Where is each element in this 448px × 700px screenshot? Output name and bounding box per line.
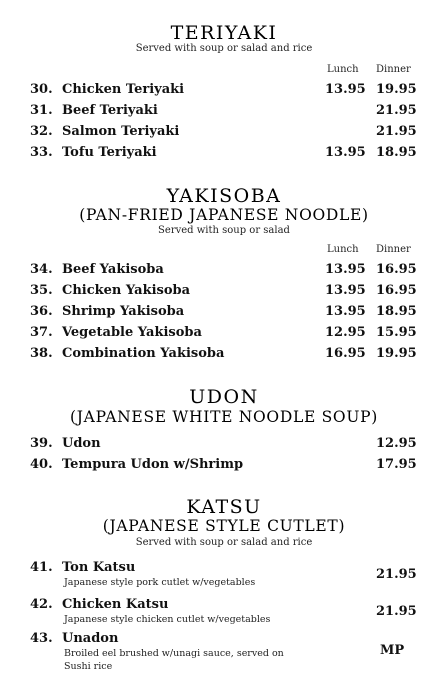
item-number: 41. xyxy=(30,560,53,575)
item-name: Tofu Teriyaki xyxy=(62,145,157,160)
item-lunch-price: 13.95 xyxy=(325,262,366,277)
item-name: Salmon Teriyaki xyxy=(62,124,180,139)
katsu-subtitle: (JAPANESE STYLE CUTLET) xyxy=(102,517,346,535)
item-lunch-price: 12.95 xyxy=(325,325,366,340)
menu-item-40 xyxy=(0,457,448,477)
item-dinner-price: 19.95 xyxy=(376,82,417,97)
item-number: 35. xyxy=(30,283,53,298)
item-number: 42. xyxy=(30,597,53,612)
item-price: 17.95 xyxy=(376,457,417,472)
menu-item-33 xyxy=(0,145,448,165)
item-price: 21.95 xyxy=(376,604,417,619)
item-lunch-price: 13.95 xyxy=(325,145,366,160)
item-number: 32. xyxy=(30,124,53,139)
item-dinner-price: 15.95 xyxy=(376,325,417,340)
item-description: Japanese style pork cutlet w/vegetables xyxy=(64,577,256,588)
item-price: 12.95 xyxy=(376,436,417,451)
teriyaki-note: Served with soup or salad and rice xyxy=(135,43,313,54)
item-lunch-price: 13.95 xyxy=(325,82,366,97)
item-number: 36. xyxy=(30,304,53,319)
item-number: 39. xyxy=(30,436,53,451)
item-lunch-price: 13.95 xyxy=(325,283,366,298)
item-name: Chicken Katsu xyxy=(62,597,169,612)
menu-item-34 xyxy=(0,262,448,282)
menu-item-39 xyxy=(0,436,448,456)
item-lunch-price: 13.95 xyxy=(325,304,366,319)
item-number: 40. xyxy=(30,457,53,472)
menu-item-31 xyxy=(0,103,448,123)
item-name: Shrimp Yakisoba xyxy=(62,304,185,319)
udon-title: UDON xyxy=(189,386,259,408)
item-number: 30. xyxy=(30,82,53,97)
teriyaki-dinner-header: Dinner xyxy=(376,64,411,75)
item-name: Beef Teriyaki xyxy=(62,103,158,118)
item-dinner-price: 16.95 xyxy=(376,283,417,298)
menu-item-32 xyxy=(0,124,448,144)
item-number: 34. xyxy=(30,262,53,277)
item-name: Beef Yakisoba xyxy=(62,262,164,277)
menu-item-36 xyxy=(0,304,448,324)
menu-item-38 xyxy=(0,346,448,366)
item-dinner-price: 18.95 xyxy=(376,145,417,160)
item-description-continued: Sushi rice xyxy=(64,661,113,672)
item-name: Udon xyxy=(62,436,101,451)
item-description: Broiled eel brushed w/unagi sauce, served on xyxy=(64,648,284,659)
item-description: Japanese style chicken cutlet w/vegetables xyxy=(64,614,271,625)
item-dinner-price: 19.95 xyxy=(376,346,417,361)
teriyaki-title: TERIYAKI xyxy=(170,22,278,44)
item-name: Chicken Teriyaki xyxy=(62,82,185,97)
katsu-note: Served with soup or salad and rice xyxy=(135,537,313,548)
udon-subtitle: (JAPANESE WHITE NOODLE SOUP) xyxy=(70,408,378,426)
item-number: 38. xyxy=(30,346,53,361)
menu-item-30 xyxy=(0,82,448,102)
item-price: MP xyxy=(380,643,405,658)
item-dinner-price: 18.95 xyxy=(376,304,417,319)
yakisoba-subtitle: (PAN-FRIED JAPANESE NOODLE) xyxy=(79,206,369,224)
yakisoba-note: Served with soup or salad xyxy=(158,225,290,236)
item-number: 43. xyxy=(30,631,53,646)
menu-item-37 xyxy=(0,325,448,345)
item-number: 37. xyxy=(30,325,53,340)
yakisoba-title: YAKISOBA xyxy=(166,185,282,207)
item-dinner-price: 21.95 xyxy=(376,124,417,139)
item-lunch-price: 16.95 xyxy=(325,346,366,361)
yakisoba-lunch-header: Lunch xyxy=(327,244,359,255)
item-name: Tempura Udon w/Shrimp xyxy=(62,457,244,472)
menu-item-35 xyxy=(0,283,448,303)
item-name: Chicken Yakisoba xyxy=(62,283,191,298)
item-dinner-price: 16.95 xyxy=(376,262,417,277)
item-name: Unadon xyxy=(62,631,119,646)
item-number: 31. xyxy=(30,103,53,118)
item-name: Vegetable Yakisoba xyxy=(62,325,202,340)
item-name: Ton Katsu xyxy=(62,560,136,575)
item-dinner-price: 21.95 xyxy=(376,103,417,118)
item-price: 21.95 xyxy=(376,567,417,582)
yakisoba-dinner-header: Dinner xyxy=(376,244,411,255)
teriyaki-lunch-header: Lunch xyxy=(327,64,359,75)
item-name: Combination Yakisoba xyxy=(62,346,225,361)
katsu-title: KATSU xyxy=(186,496,262,518)
item-number: 33. xyxy=(30,145,53,160)
